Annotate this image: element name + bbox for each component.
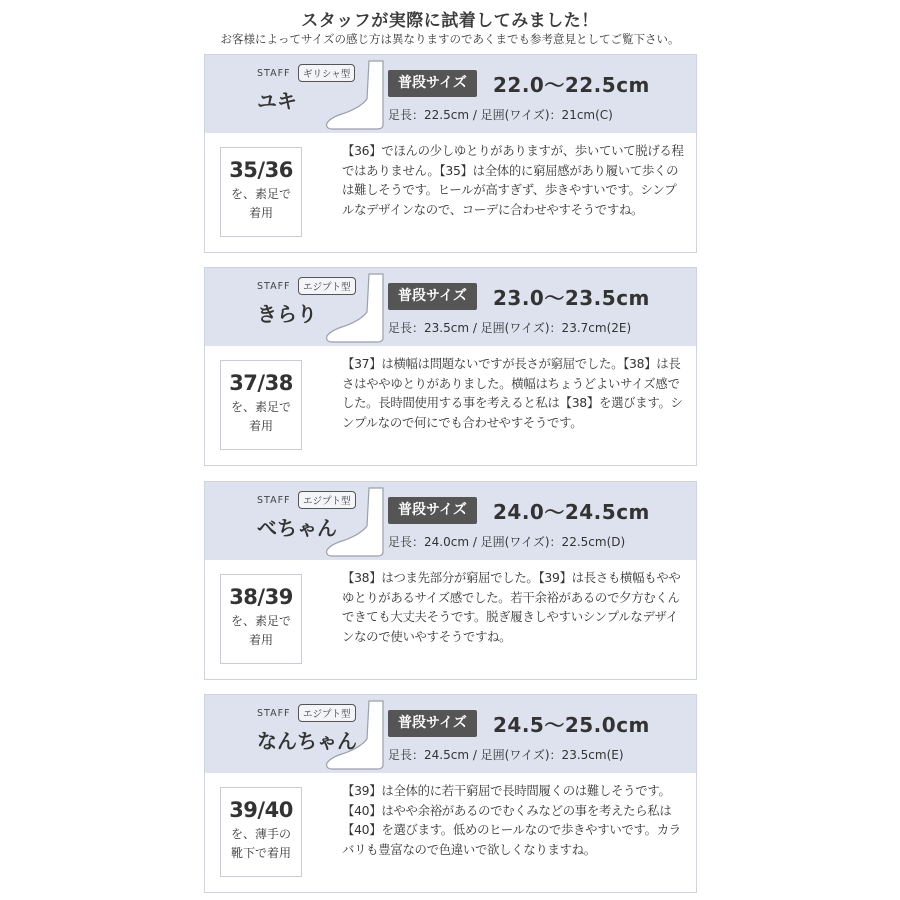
usual-size-badge: 普段サイズ [388,497,477,524]
foot-measurements: 足長：22.5cm / 足囲(ワイズ)：21cm(C) [388,108,613,122]
usual-size-badge: 普段サイズ [388,70,477,97]
tried-note-line1: を、素足で [230,187,291,201]
staff-info-band [205,55,696,133]
staff-label: STAFF [257,281,291,292]
tried-size: 35/36 [229,158,293,182]
tried-note-line2: 着用 [248,633,273,647]
staff-card-3 [204,481,697,680]
staff-card-2 [204,267,697,466]
page-title: スタッフが実際に試着してみました！ [301,11,599,31]
usual-size-badge: 普段サイズ [388,710,477,737]
tried-size-box [220,147,302,237]
foot-measurements: 足長：24.5cm / 足囲(ワイズ)：23.5cm(E) [388,748,624,762]
staff-name: なんちゃん [257,729,357,753]
foot-measurements: 足長：24.0cm / 足囲(ワイズ)：22.5cm(D) [388,535,626,549]
foot-type-badge: エジプト型 [298,491,356,509]
foot-type-badge: ギリシャ型 [298,64,355,82]
review-comment: 【38】はつま先部分が窮屈でした。【39】は長さも横幅もややゆとりがあるサイズ感でした。若干余裕があるので夕方むくんできても大丈夫そうです。脱ぎ履きしやすいシンプルなデザインなので使いやすそうですね。 [342,570,681,644]
tried-size-box [220,574,302,664]
foot-illustration-icon [323,486,387,558]
staff-info-band [205,268,696,346]
review-comment: 【37】は横幅は問題ないですが長さが窮屈でした。【38】は長さはややゆとりがありました。横幅はちょうどよいサイズ感でした。長時間使用する事を考えると私は【38】を選びます。シンプルなので何にでも合わせやすそうです。 [342,356,683,430]
staff-name: きらり [257,302,317,326]
tried-size: 37/38 [229,371,293,395]
tried-note-line2: 着用 [248,419,273,433]
usual-size-badge: 普段サイズ [388,283,477,310]
tried-note-line1: を、素足で [230,614,291,628]
tried-size: 39/40 [229,798,293,822]
review-area [205,560,696,679]
tried-size-box [220,360,302,450]
review-area [205,346,696,465]
tried-note-line1: を、素足で [230,400,291,414]
staff-name: ユキ [257,89,297,113]
usual-size-range: 22.0～22.5cm [493,73,650,97]
staff-label: STAFF [257,68,291,79]
foot-type-badge: エジプト型 [298,704,356,722]
staff-info-band [205,482,696,560]
tried-note-line1: を、薄手の [230,827,291,841]
staff-name: べちゃん [257,516,337,540]
foot-illustration-icon [323,699,387,771]
staff-card-1 [204,54,697,253]
foot-illustration-icon [323,272,387,344]
tried-size-box [220,787,302,877]
foot-measurements: 足長：23.5cm / 足囲(ワイズ)：23.7cm(2E) [388,321,632,335]
review-comment: 【36】でほんの少しゆとりがありますが、歩いていて脱げる程ではありません。【35】は全体的に窮屈感があり履いて歩くのは難しそうです。ヒールが高すぎず、歩きやすいです。シンプルなデザインなので、コーデに合わせやすそうですね。 [342,143,684,217]
staff-info-band [205,695,696,773]
foot-illustration-icon [323,59,387,131]
review-area [205,773,696,892]
review-comment: 【39】は全体的に若干窮屈で長時間履くのは難しそうです。【40】はやや余裕があるのでむくみなどの事を考えたら私は【40】を選びます。低めのヒールなので歩きやすいです。カラバリも豊富なので色違いで欲しくなりますね。 [342,783,681,857]
foot-type-badge: エジプト型 [298,277,356,295]
tried-note-line2: 着用 [248,206,273,220]
tried-note-line2: 靴下で着用 [230,846,291,860]
staff-card-4 [204,694,697,893]
usual-size-range: 23.0～23.5cm [493,286,650,310]
page-subtitle: お客様によってサイズの感じ方は異なりますのであくまでも参考意見としてご覧下さい。 [220,32,680,46]
staff-label: STAFF [257,495,291,506]
staff-label: STAFF [257,708,291,719]
tried-size: 38/39 [229,585,293,609]
usual-size-range: 24.0～24.5cm [493,500,650,524]
review-area [205,133,696,252]
usual-size-range: 24.5～25.0cm [493,713,650,737]
